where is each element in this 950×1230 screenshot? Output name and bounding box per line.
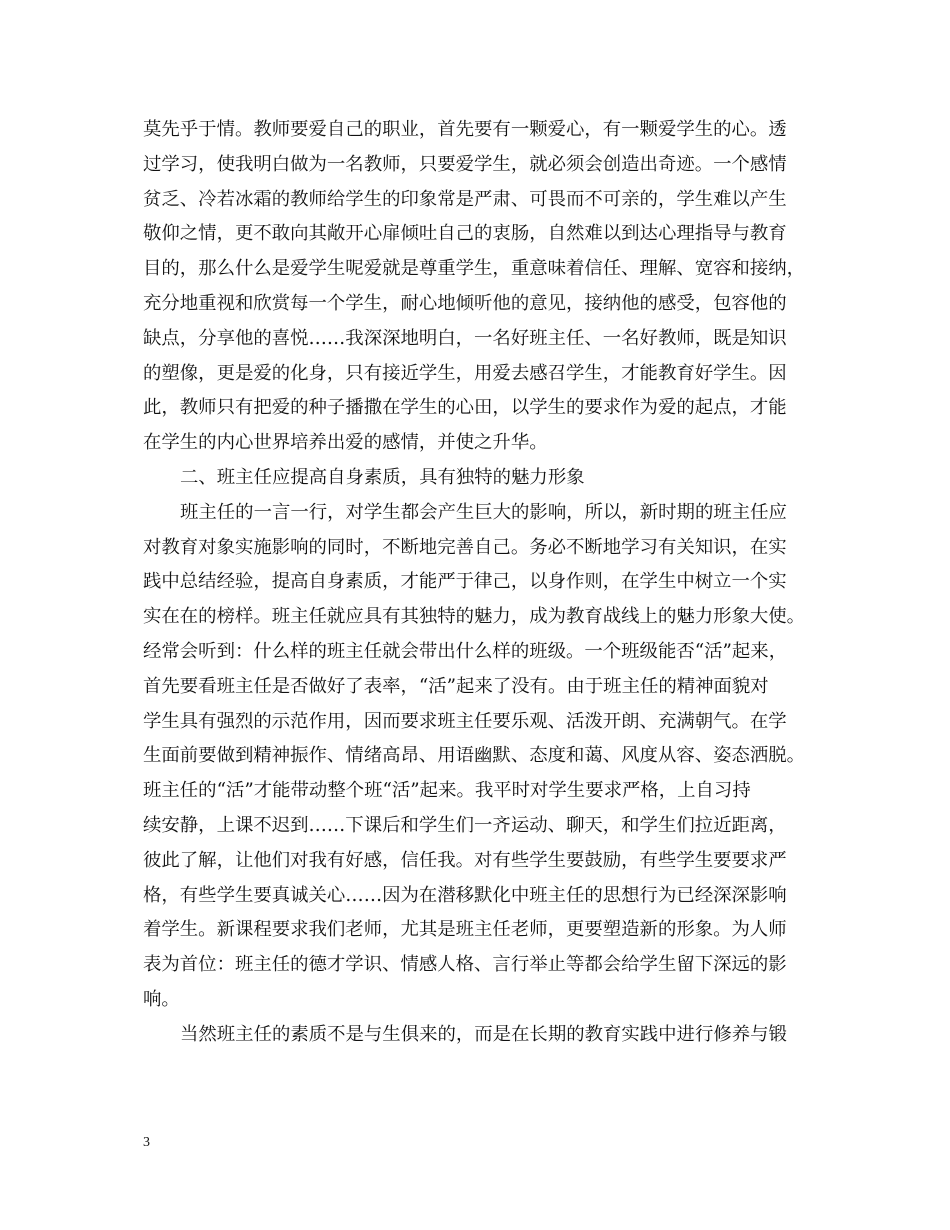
text-line: 响。: [143, 988, 180, 1010]
text-line: 缺点，分享他的喜悦……我深深地明白，一名好班主任、一名好教师，既是知识: [143, 327, 787, 349]
section-heading: 二、班主任应提高自身素质，具有独特的魅力形象: [180, 466, 585, 488]
text-line: 过学习，使我明白做为一名教师，只要爱学生，就必须会创造出奇迹。一个感情: [143, 153, 787, 175]
paragraph-first-line: 当然班主任的素质不是与生俱来的，而是在长期的教育实践中进行修养与锻: [180, 1023, 787, 1045]
text-line: 实在在的榜样。班主任就应具有其独特的魅力，成为教育战线上的魅力形象大使。: [143, 606, 806, 628]
text-line: 表为首位：班主任的德才学识、情感人格、言行举止等都会给学生留下深远的影: [143, 954, 787, 976]
text-line: 续安静，上课不迟到……下课后和学生们一齐运动、聊天，和学生们拉近距离，: [143, 814, 787, 836]
text-line: 目的，那么什么是爱学生呢爱就是尊重学生，重意味着信任、理解、宽容和接纳，: [143, 258, 806, 280]
text-line: 莫先乎于情。教师要爱自己的职业，首先要有一颗爱心，有一颗爱学生的心。透: [143, 119, 787, 140]
page-number: 3: [143, 1135, 150, 1150]
text-line: 此，教师只有把爱的种子播撒在学生的心田，以学生的要求作为爱的起点，才能: [143, 397, 787, 419]
text-line: 敬仰之情，更不敢向其敞开心扉倾吐自己的衷肠，自然难以到达心理指导与教育: [143, 223, 787, 245]
paragraph-first-line: 班主任的一言一行，对学生都会产生巨大的影响，所以，新时期的班主任应: [180, 501, 787, 523]
text-line: 在学生的内心世界培养出爱的感情，并使之升华。: [143, 432, 548, 454]
text-line: 生面前要做到精神振作、情绪高昂、用语幽默、态度和蔼、风度从容、姿态洒脱。: [143, 745, 806, 767]
text-line: 贫乏、冷若冰霜的教师给学生的印象常是严肃、可畏而不可亲的，学生难以产生: [143, 188, 787, 210]
text-line: 彼此了解，让他们对我有好感，信任我。对有些学生要鼓励，有些学生要要求严: [143, 849, 787, 871]
text-line: 的塑像，更是爱的化身，只有接近学生，用爱去感召学生，才能教育好学生。因: [143, 362, 787, 384]
text-line: 首先要看班主任是否做好了表率，“活”起来了没有。由于班主任的精神面貌对: [143, 675, 769, 697]
text-line: 着学生。新课程要求我们老师，尤其是班主任老师，更要塑造新的形象。为人师: [143, 919, 787, 941]
text-line: 班主任的“活”才能带动整个班“活”起来。我平时对学生要求严格，上自习持: [143, 780, 751, 802]
text-line: 充分地重视和欣赏每一个学生，耐心地倾听他的意见，接纳他的感受，包容他的: [143, 292, 787, 314]
text-line: 对教育对象实施影响的同时，不断地完善自己。务必不断地学习有关知识，在实: [143, 536, 787, 558]
text-line: 践中总结经验，提高自身素质，才能严于律己，以身作则，在学生中树立一个实: [143, 571, 787, 593]
text-line: 经常会听到：什么样的班主任就会带出什么样的班级。一个班级能否“活”起来，: [143, 640, 788, 662]
text-line: 学生具有强烈的示范作用，因而要求班主任要乐观、活泼开朗、充满朝气。在学: [143, 710, 787, 732]
text-line: 格，有些学生要真诚关心……因为在潜移默化中班主任的思想行为已经深深影响: [143, 884, 787, 906]
body-text: [143, 113, 810, 1053]
